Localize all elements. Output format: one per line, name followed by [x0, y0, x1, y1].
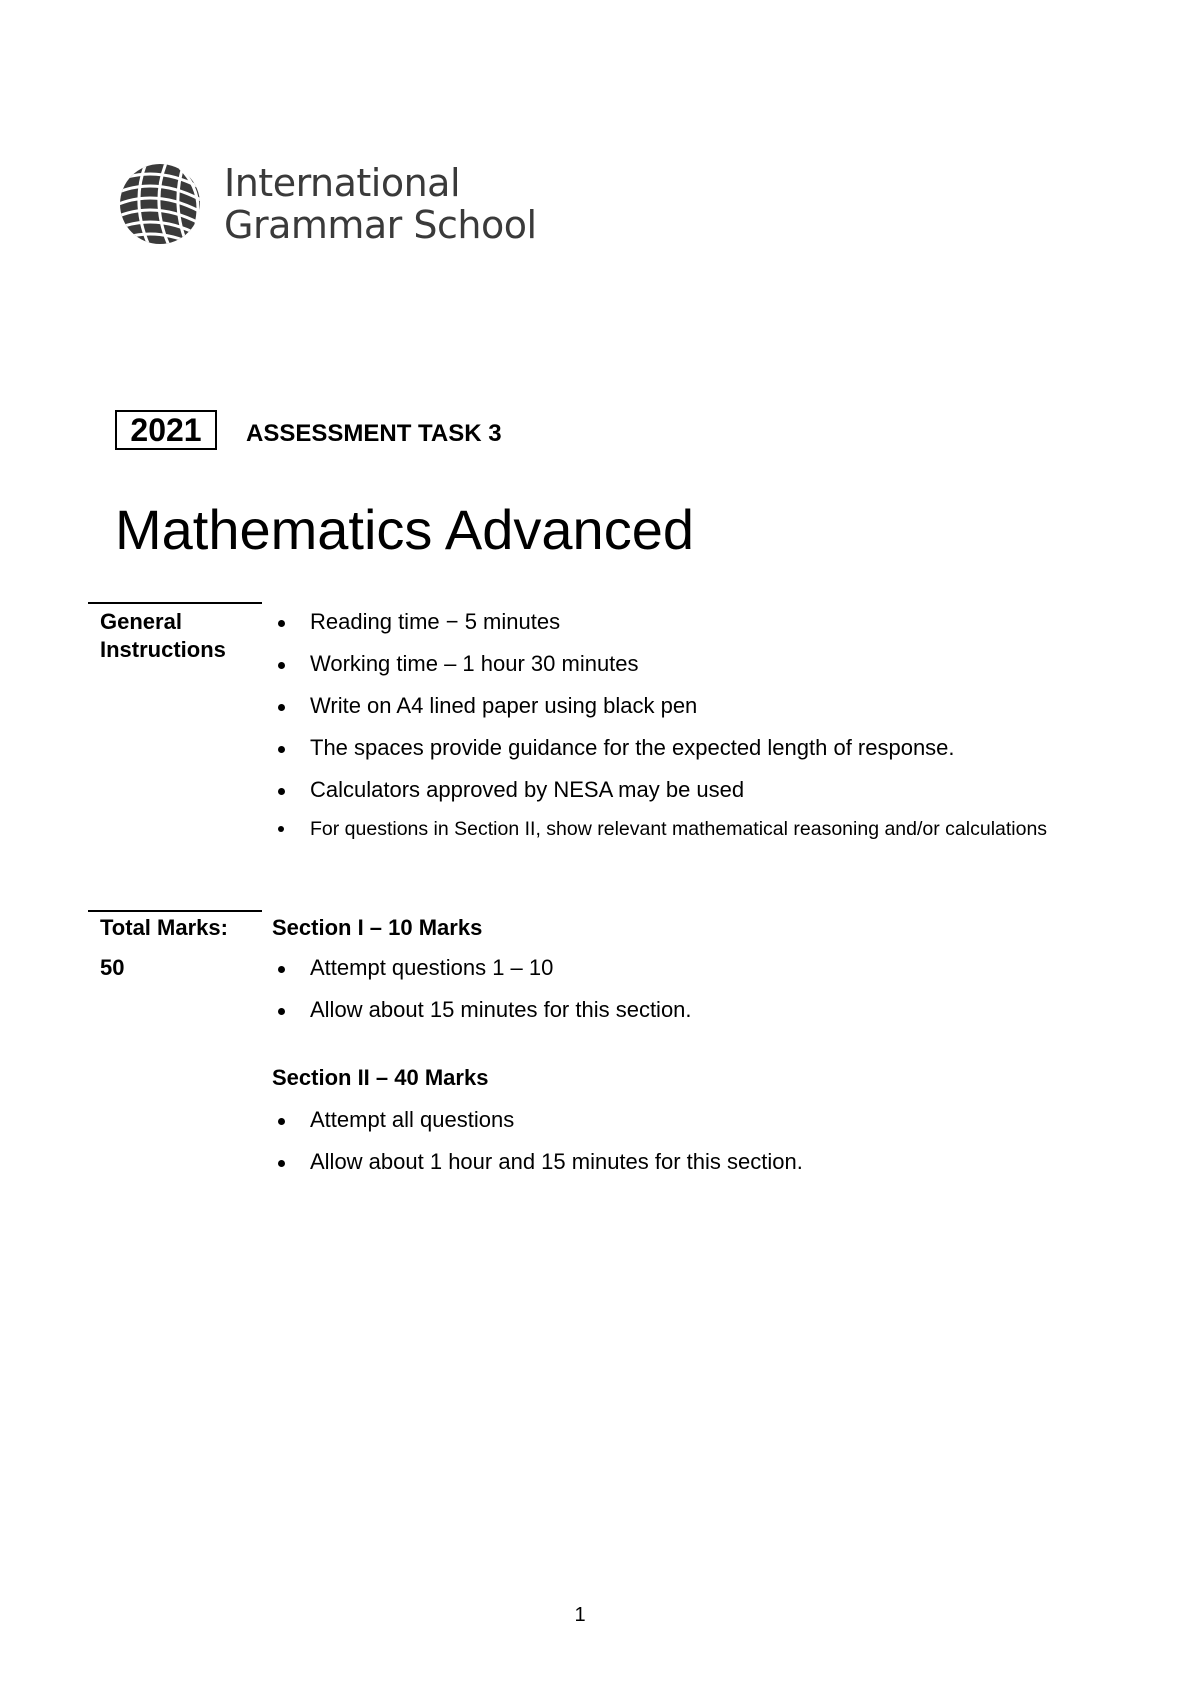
list-item: Allow about 1 hour and 15 minutes for this section.: [270, 1148, 803, 1176]
total-marks-value: 50: [100, 955, 125, 980]
year-box: 2021: [115, 410, 217, 450]
section-1-heading: Section I – 10 Marks: [272, 915, 483, 940]
list-item: Attempt all questions: [270, 1106, 803, 1134]
general-instructions-label-line2: Instructions: [100, 637, 226, 662]
divider-general-instructions: [88, 602, 262, 604]
list-item: Allow about 15 minutes for this section.: [270, 996, 692, 1024]
general-instructions-list: [270, 608, 1100, 856]
school-name-line1: International: [224, 161, 461, 205]
list-item: For questions in Section II, show relevant mathematical reasoning and/or calculations: [270, 816, 1100, 842]
list-item: Reading time − 5 minutes: [270, 608, 1100, 636]
list-item: Write on A4 lined paper using black pen: [270, 692, 1100, 720]
subject-title: Mathematics Advanced: [115, 498, 694, 561]
divider-total-marks: [88, 910, 262, 912]
general-instructions-label-line1: General: [100, 609, 182, 634]
list-item: Working time – 1 hour 30 minutes: [270, 650, 1100, 678]
assessment-task-title: ASSESSMENT TASK 3: [246, 420, 502, 447]
section-2-heading: Section II – 40 Marks: [272, 1065, 489, 1090]
section-2-list: [270, 1106, 803, 1190]
total-marks-label: Total Marks:: [100, 915, 228, 940]
section-1-list: [270, 954, 692, 1038]
school-logo: [118, 162, 537, 246]
list-item: Attempt questions 1 – 10: [270, 954, 692, 982]
school-name: [224, 162, 537, 246]
school-name-line2: Grammar School: [224, 203, 537, 247]
page-number: 1: [574, 1604, 586, 1626]
general-instructions-label: [100, 608, 226, 664]
globe-logo-icon: [118, 162, 202, 246]
list-item: The spaces provide guidance for the expected length of response.: [270, 734, 1100, 762]
list-item: Calculators approved by NESA may be used: [270, 776, 1100, 804]
